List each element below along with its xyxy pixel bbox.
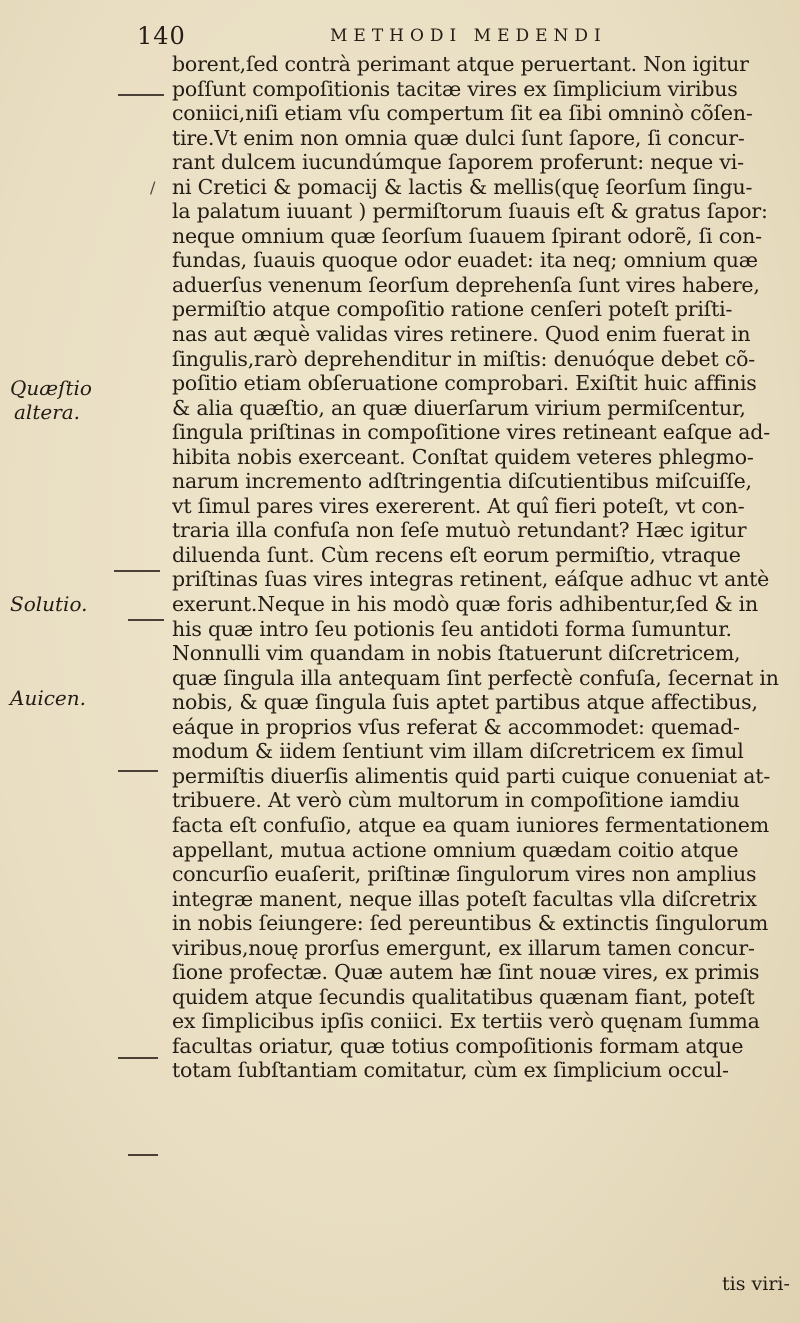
text-line: traria illa confuſa non ſeſe mutuò retundant? Hæc igitur (172, 518, 747, 543)
text-line: modum & iidem ſentiunt vim illam diſcretricem ex ſimul (172, 739, 744, 764)
text-line: totam ſubſtantiam comitatur, cùm ex ſimplicium occul- (172, 1058, 729, 1083)
text-line: ſingula priſtinas in compoſitione vires retineant eaſque ad- (172, 420, 770, 445)
text-line: diluenda ſunt. Cùm recens eſt eorum permiſtio, vtraque (172, 542, 741, 567)
text-line: quidem atque ſecundis qualitatibus quænam fiant, poteſt (172, 984, 755, 1009)
text-line: permiſtis diuerſis alimentis quid parti cuique conueniat at- (172, 763, 771, 788)
margin-tick: / (150, 178, 156, 197)
margin-note-quaestio-line1: Quæſtio (10, 376, 92, 400)
margin-mark (118, 1057, 158, 1059)
body-text (172, 52, 782, 1083)
text-line: nas aut æquè validas vires retinere. Quod enim fuerat in (172, 322, 751, 347)
text-line: viribus,nouę prorſus emergunt, ex illarum tamen concur- (172, 935, 755, 960)
text-line: in nobis ſeiungere: ſed pereuntibus & extinctis ſingulorum (172, 911, 769, 936)
margin-note-avicen: Auicen. (10, 686, 86, 710)
text-line: vt ſimul pares vires exererent. At quî fieri poteſt, vt con- (172, 493, 745, 518)
page-header (0, 16, 800, 56)
text-line: priſtinas ſuas vires integras retinent, eáſque adhuc vt antè (172, 567, 770, 592)
text-line: ſione profectæ. Quæ autem hæ ſint nouæ vires, ex primis (172, 960, 760, 985)
text-line: tribuere. At verò cùm multorum in compoſitione iamdiu (172, 788, 740, 813)
text-line: facta eſt confuſio, atque ea quam iuniores fermentationem (172, 812, 769, 837)
margin-mark (128, 1154, 158, 1156)
page-number: 140 (137, 22, 186, 50)
text-line: ni Cretici & pomacij & lactis & mellis(quę ſeorſum ſingu- (172, 174, 753, 199)
text-line: hibita nobis exerceant. Conſtat quidem veteres phlegmo- (172, 444, 754, 469)
text-line: neque omnium quæ ſeorſum ſuauem ſpirant odorẽ, ſi con- (172, 223, 762, 248)
text-line: permiſtio atque compoſitio ratione cenſeri poteſt priſti- (172, 297, 733, 322)
margin-note-quaestio-line2: altera. (14, 400, 81, 424)
text-line: eáque in proprios vſus referat & accommodet: quemad- (172, 714, 740, 739)
text-line: ex ſimplicibus ipſis coniici. Ex tertiis verò quęnam ſumma (172, 1009, 760, 1034)
text-line: facultas oriatur, quæ totius compoſitionis formam atque (172, 1033, 744, 1058)
text-line: exerunt.Neque in his modò quæ foris adhibentur,ſed & in (172, 592, 759, 617)
text-line: poſitio etiam obſeruatione comprobari. Exiſtit huic affinis (172, 371, 757, 396)
text-line: quæ ſingula illa antequam ſint perfectè confuſa, ſecernat in (172, 665, 779, 690)
catchword: tis viri- (722, 1273, 790, 1295)
margin-mark (118, 94, 164, 96)
text-line: & alia quæſtio, an quæ diuerſarum virium permiſcentur, (172, 395, 746, 420)
text-line: his quæ intro ſeu potionis ſeu antidoti forma ſumuntur. (172, 616, 732, 641)
margin-note-quaestio (10, 376, 170, 424)
text-line: nobis, & quæ ſingula ſuis aptet partibus atque affectibus, (172, 690, 758, 715)
margin-mark (118, 770, 158, 772)
margin-note-solutio: Solutio. (10, 592, 88, 616)
text-line: ſingulis,rarò deprehenditur in miſtis: denuóque debet cõ- (172, 346, 755, 371)
margin-mark (128, 619, 164, 621)
text-line: concurſio euaſerit, priſtinæ ſingulorum vires non amplius (172, 862, 757, 887)
text-line: Nonnulli vim quandam in nobis ſtatuerunt diſcretricem, (172, 641, 741, 666)
text-line: poſſunt compoſitionis tacitæ vires ex ſimplicium viribus (172, 76, 738, 101)
text-line: aduerſus venenum ſeorſum deprehenſa ſunt vires habere, (172, 272, 760, 297)
text-line: appellant, mutua actione omnium quædam coitio atque (172, 837, 739, 862)
text-line: la palatum iuuant ) permiſtorum ſuauis eſt & gratus ſapor: (172, 199, 768, 224)
text-line: coniici,niſi etiam vſu compertum ſit ea ſibi omninò cõſen- (172, 101, 753, 126)
running-title: METHODI MEDENDI (330, 26, 607, 46)
text-line: borent,ſed contrà perimant atque peruertant. Non igitur (172, 52, 749, 76)
margin-mark (114, 570, 160, 572)
text-line: fundas, ſuauis quoque odor euadet: ita neq; omnium quæ (172, 248, 758, 273)
text-line: integræ manent, neque illas poteſt facultas vlla diſcretrix (172, 886, 757, 911)
text-line: tire.Vt enim non omnia quæ dulci ſunt ſapore, ſi concur- (172, 125, 745, 150)
text-line: narum incremento adſtringentia diſcutientibus miſcuiſſe, (172, 469, 752, 494)
text-line: rant dulcem iucundúmque ſaporem proferunt: neque vi- (172, 150, 744, 175)
